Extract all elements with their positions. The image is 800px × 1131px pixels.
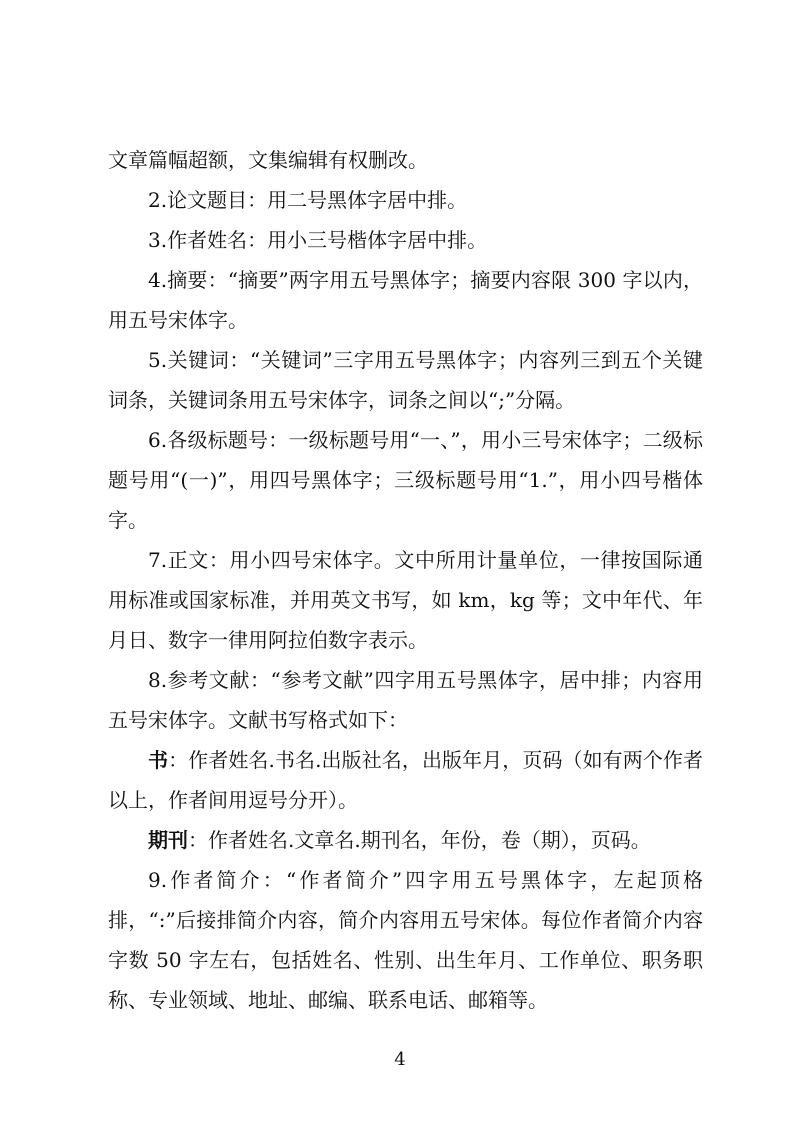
paragraph-continuation: 文章篇幅超额，文集编辑有权删改。 bbox=[108, 148, 428, 172]
paragraph-abstract-rule: 4.摘要：“摘要”两字用五号黑体字；摘要内容限 300 字以内，用五号宋体字。 bbox=[108, 268, 703, 332]
paragraph-body-rule: 7.正文：用小四号宋体字。文中所用计量单位，一律按国际通用标准或国家标准，并用英文书写，如 km，kg 等；文中年代、年月日、数字一律用阿拉伯数字表示。 bbox=[108, 548, 703, 652]
body-text bbox=[108, 140, 703, 1020]
paragraph-author-bio-rule: 9.作者简介：“作者简介”四字用五号黑体字，左起顶格排，“:”后接排简介内容，简介内容用五号宋体。每位作者简介内容字数 50 字左右，包括姓名、性别、出生年月、工作单位、职务职称、专业领域、地址、邮编、联系电话、邮箱等。 bbox=[108, 868, 703, 1012]
page-number: 4 bbox=[394, 1049, 406, 1070]
paragraph-journal-format bbox=[108, 820, 703, 860]
paragraph-book-format bbox=[108, 740, 703, 820]
book-label: 书 bbox=[148, 748, 169, 772]
paragraph-heading-rule: 6.各级标题号：一级标题号用“一、”，用小三号宋体字；二级标题号用“(一)”，用四号黑体字；三级标题号用“1.”，用小四号楷体字。 bbox=[108, 428, 703, 532]
paragraph-title-rule: 2.论文题目：用二号黑体字居中排。 bbox=[148, 188, 468, 212]
paragraph-author-rule: 3.作者姓名：用小三号楷体字居中排。 bbox=[148, 228, 488, 252]
paragraph-keywords-rule: 5.关键词：“关键词”三字用五号黑体字；内容列三到五个关键词条，关键词条用五号宋体字，词条之间以“;”分隔。 bbox=[108, 348, 703, 412]
book-format-text: ：作者姓名.书名.出版社名，出版年月，页码（如有两个作者以上，作者间用逗号分开）。 bbox=[108, 748, 704, 812]
journal-format-text: ：作者姓名.文章名.期刊名，年份，卷（期），页码。 bbox=[188, 828, 651, 852]
journal-label: 期刊 bbox=[148, 828, 188, 852]
paragraph-references-rule: 8.参考文献：“参考文献”四字用五号黑体字，居中排；内容用五号宋体字。文献书写格式如下： bbox=[108, 668, 703, 732]
